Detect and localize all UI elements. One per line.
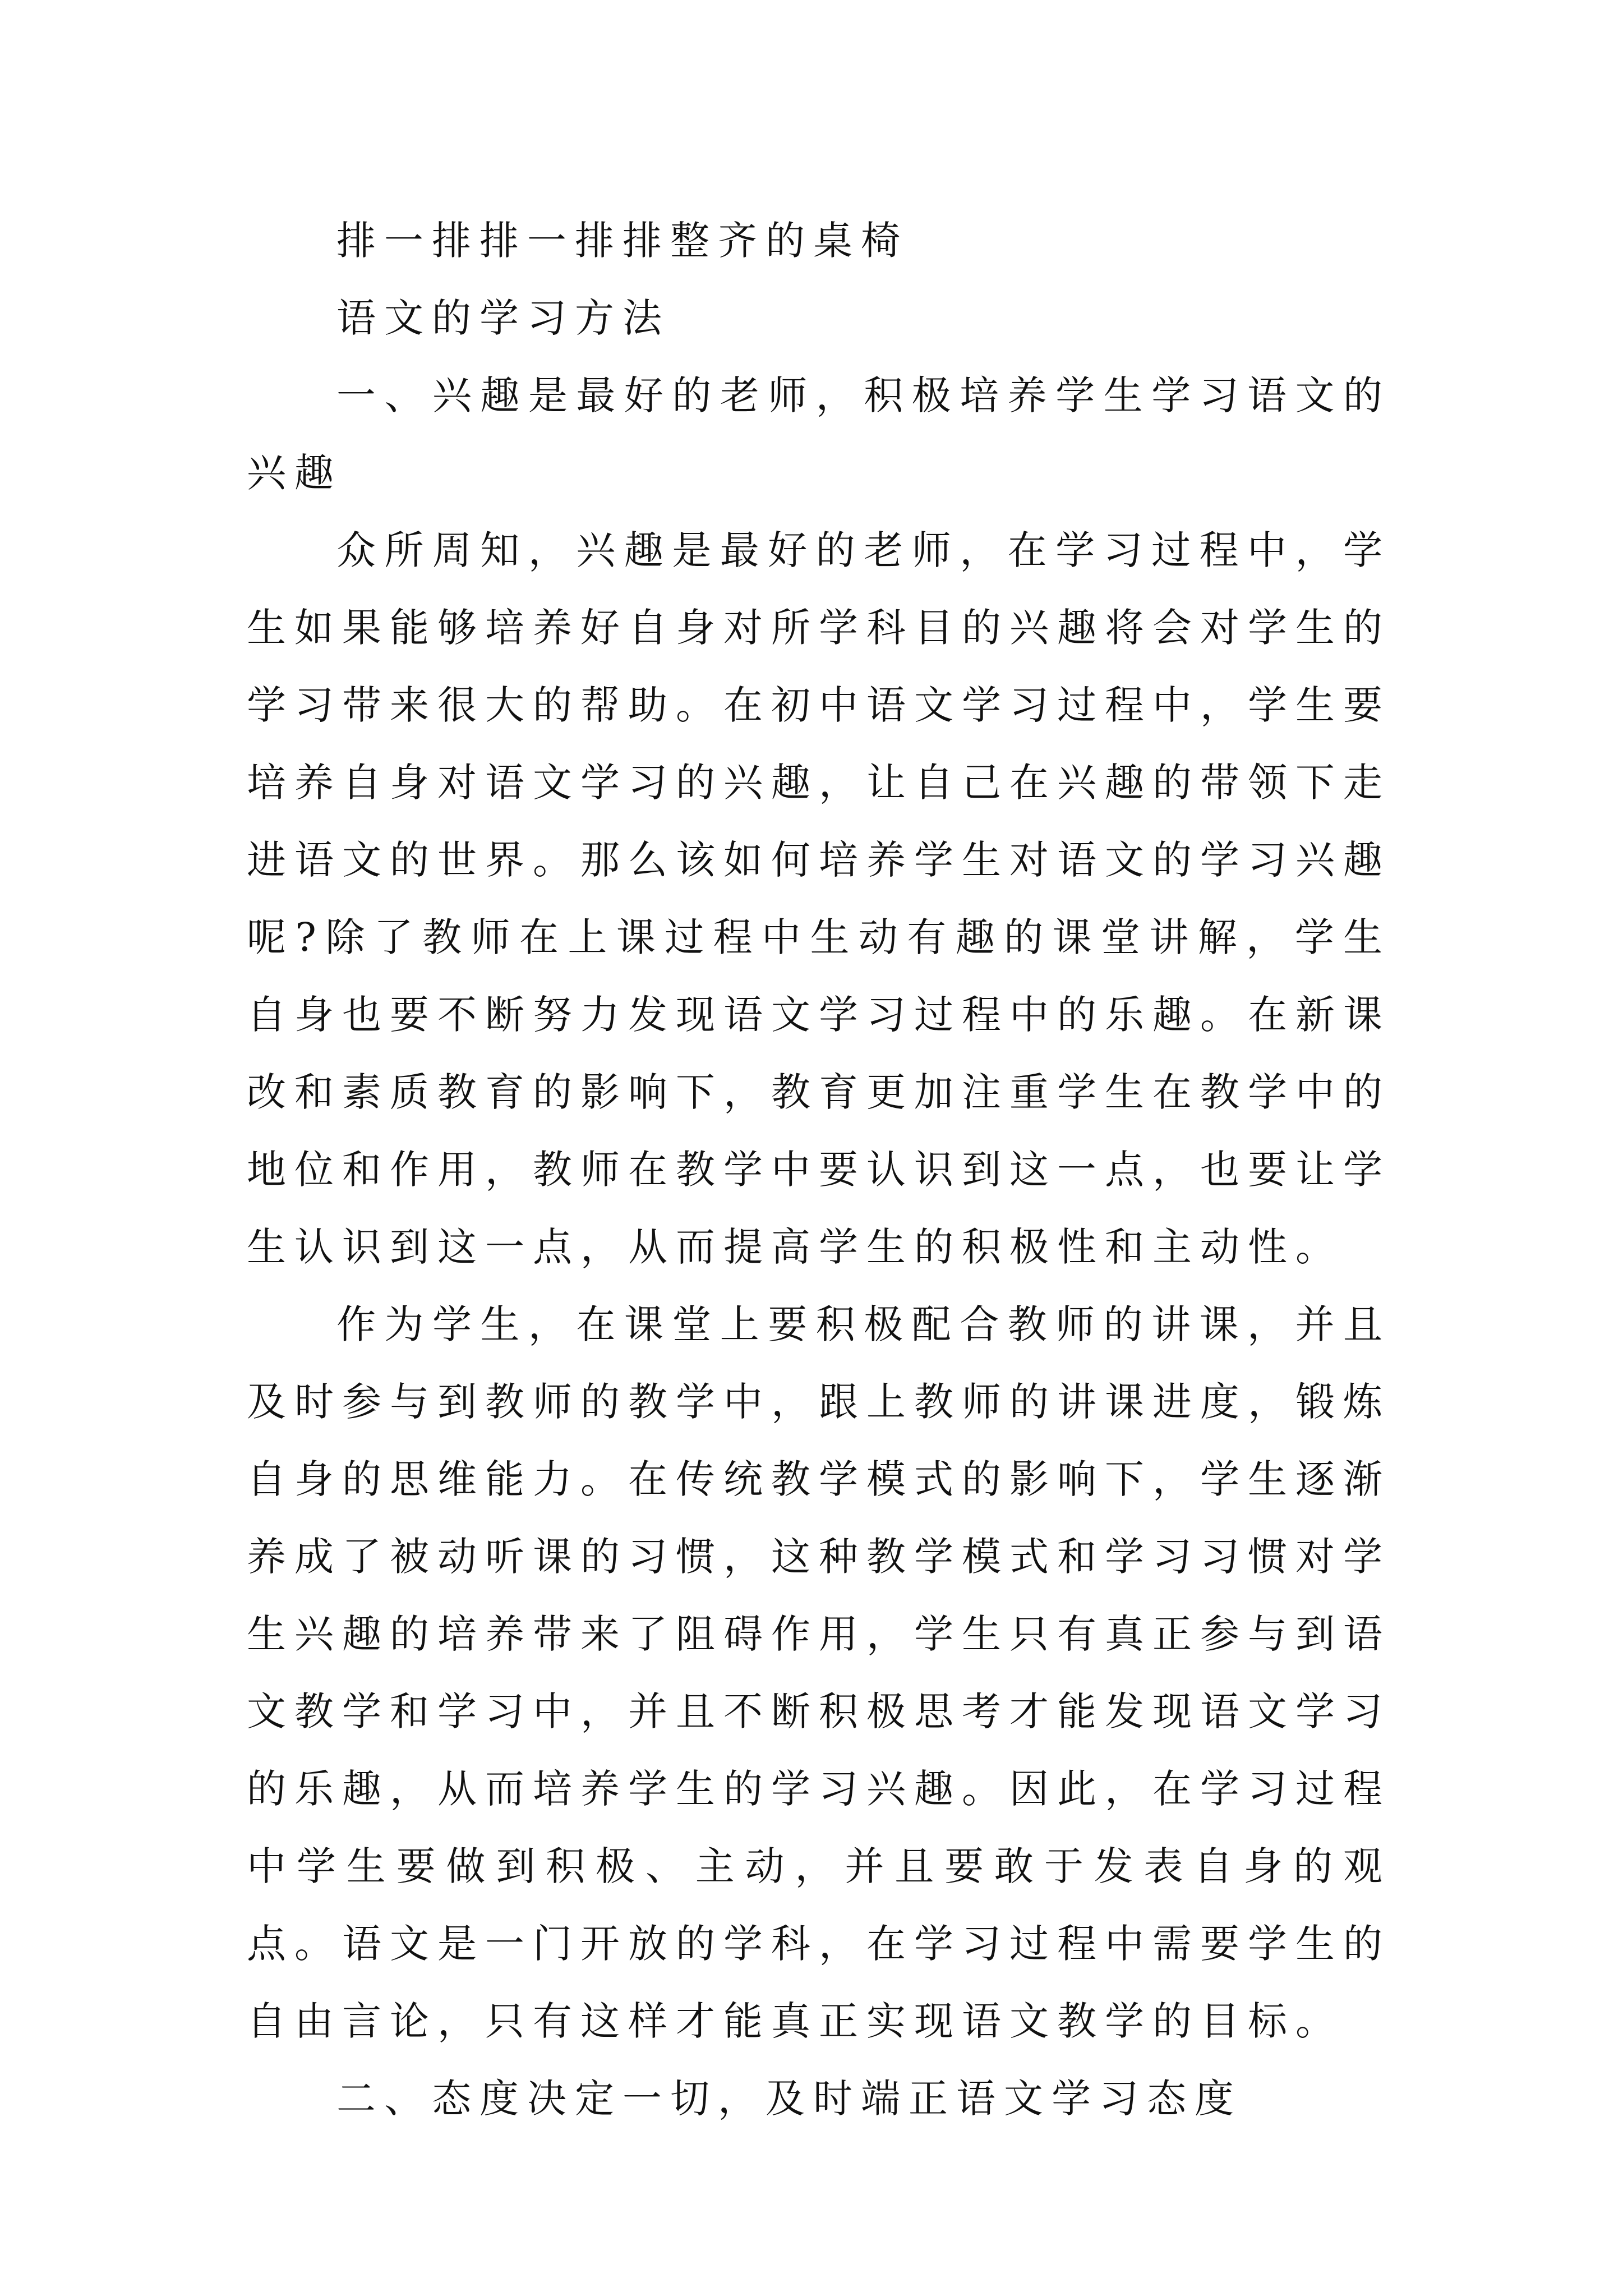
- document-title-line: 排一排排一排排整齐的桌椅: [336, 218, 909, 264]
- paragraph-student-participation: 作为学生，在课堂上要积极配合教师的讲课，并且及时参与到教师的教学中，跟上教师的讲课进度，锻炼自身的思维能力。在传统教学模式的影响下，学生逐渐养成了被动听课的习惯，这种教学模式和学习习惯对学生兴趣的培养带来了阻碍作用，学生只有真正参与到语文教学和学习中，并且不断积极思考才能发现语文学习的乐趣，从而培养学生的学习兴趣。因此，在学习过程中学生要做到积极、主动，并且要敢于发表自身的观点。语文是一门开放的学科，在学习过程中需要学生的自由言论，只有这样才能真正实现语文教学的目标。: [247, 1301, 1391, 2044]
- section-heading-interest: 一、兴趣是最好的老师，积极培养学生学习语文的兴趣: [247, 372, 1391, 496]
- section-heading-attitude: 二、态度决定一切，及时端正语文学习态度: [336, 2076, 1242, 2122]
- paragraph-interest-intro: 众所周知，兴趣是最好的老师，在学习过程中，学生如果能够培养好自身对所学科目的兴趣将会对学生的学习带来很大的帮助。在初中语文学习过程中，学生要培养自身对语文学习的兴趣，让自己在兴趣的带领下走进语文的世界。那么该如何培养学生对语文的学习兴趣呢?除了教师在上课过程中生动有趣的课堂讲解，学生自身也要不断努力发现语文学习过程中的乐趣。在新课改和素质教育的影响下，教育更加注重学生在教学中的地位和作用，教师在教学中要认识到这一点，也要让学生认识到这一点，从而提高学生的积极性和主动性。: [247, 527, 1391, 1270]
- section-heading-methods: 语文的学习方法: [336, 295, 670, 341]
- document-body: [247, 202, 1391, 2137]
